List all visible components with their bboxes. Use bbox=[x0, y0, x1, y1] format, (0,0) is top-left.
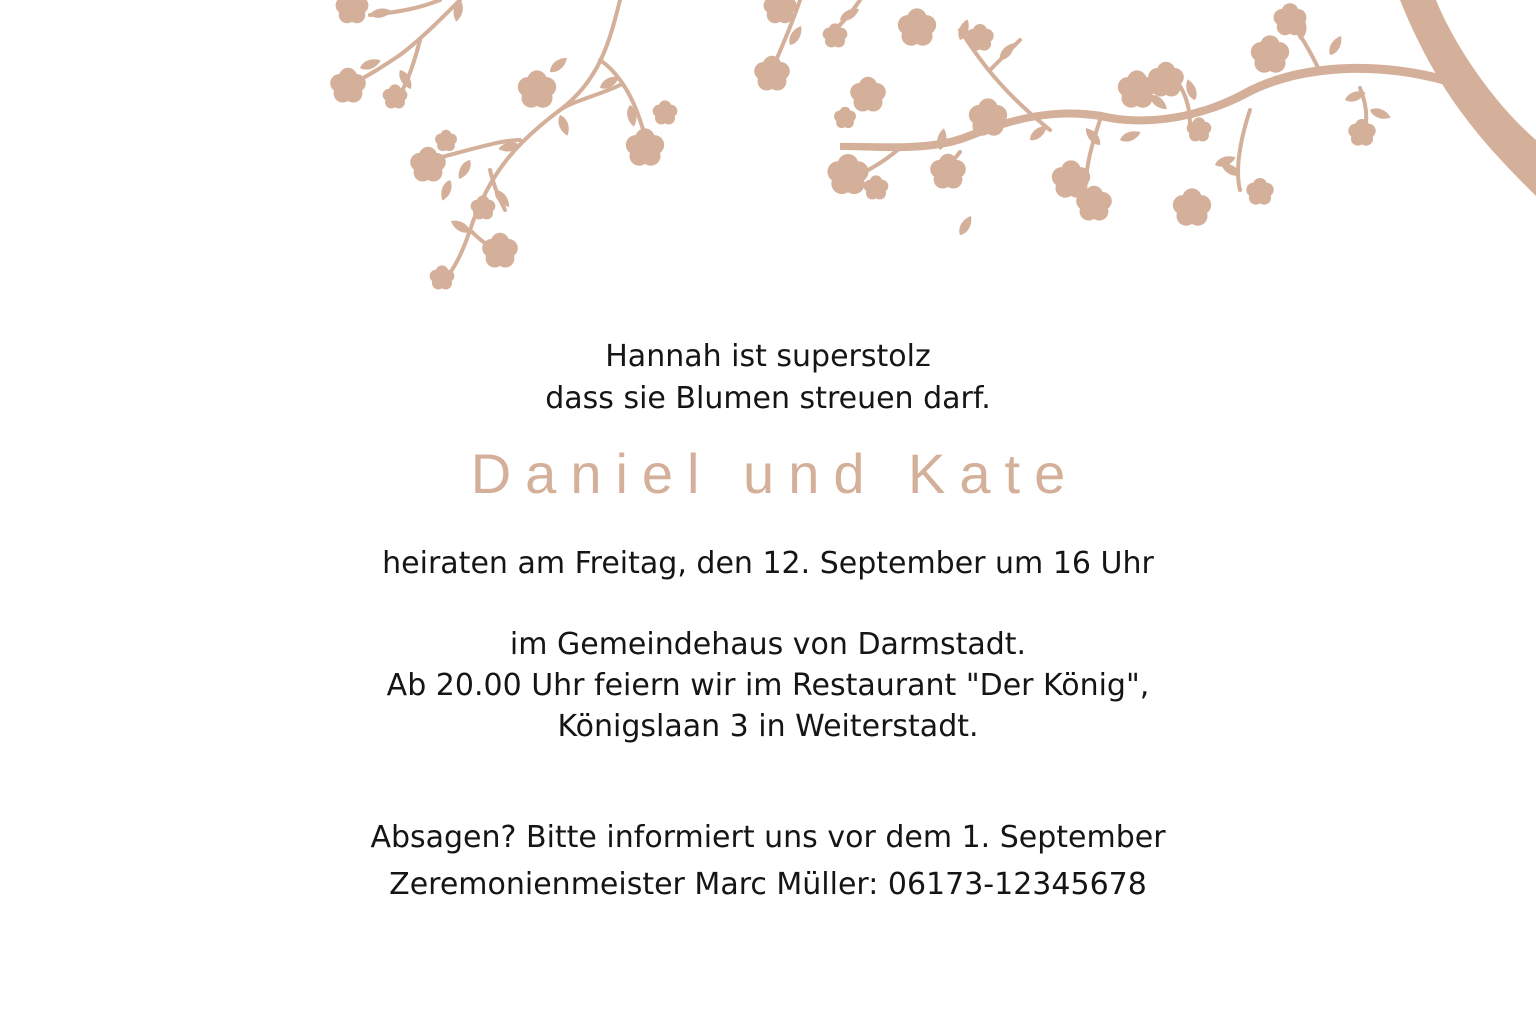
venue-line-2: Ab 20.00 Uhr feiern wir im Restaurant "Der König", bbox=[386, 668, 1150, 703]
ceremony-date: heiraten am Freitag, den 12. September um 16 Uhr bbox=[382, 546, 1154, 581]
rsvp-text bbox=[0, 814, 1536, 908]
blossom-branch-icon bbox=[0, 0, 1536, 300]
venue-line-1: im Gemeindehaus von Darmstadt. bbox=[509, 627, 1027, 662]
venue-text bbox=[0, 624, 1536, 747]
rsvp-line-1: Absagen? Bitte informiert uns vor dem 1. September bbox=[370, 820, 1166, 855]
intro-line-2: dass sie Blumen streuen darf. bbox=[545, 381, 991, 416]
intro-line-1: Hannah ist superstolz bbox=[605, 339, 931, 374]
venue-line-3: Königslaan 3 in Weiterstadt. bbox=[557, 709, 979, 744]
couple-names: Daniel und Kate bbox=[470, 442, 1080, 505]
intro-text bbox=[0, 336, 1536, 420]
rsvp-line-2: Zeremonienmeister Marc Müller: 06173-12345678 bbox=[389, 867, 1147, 902]
